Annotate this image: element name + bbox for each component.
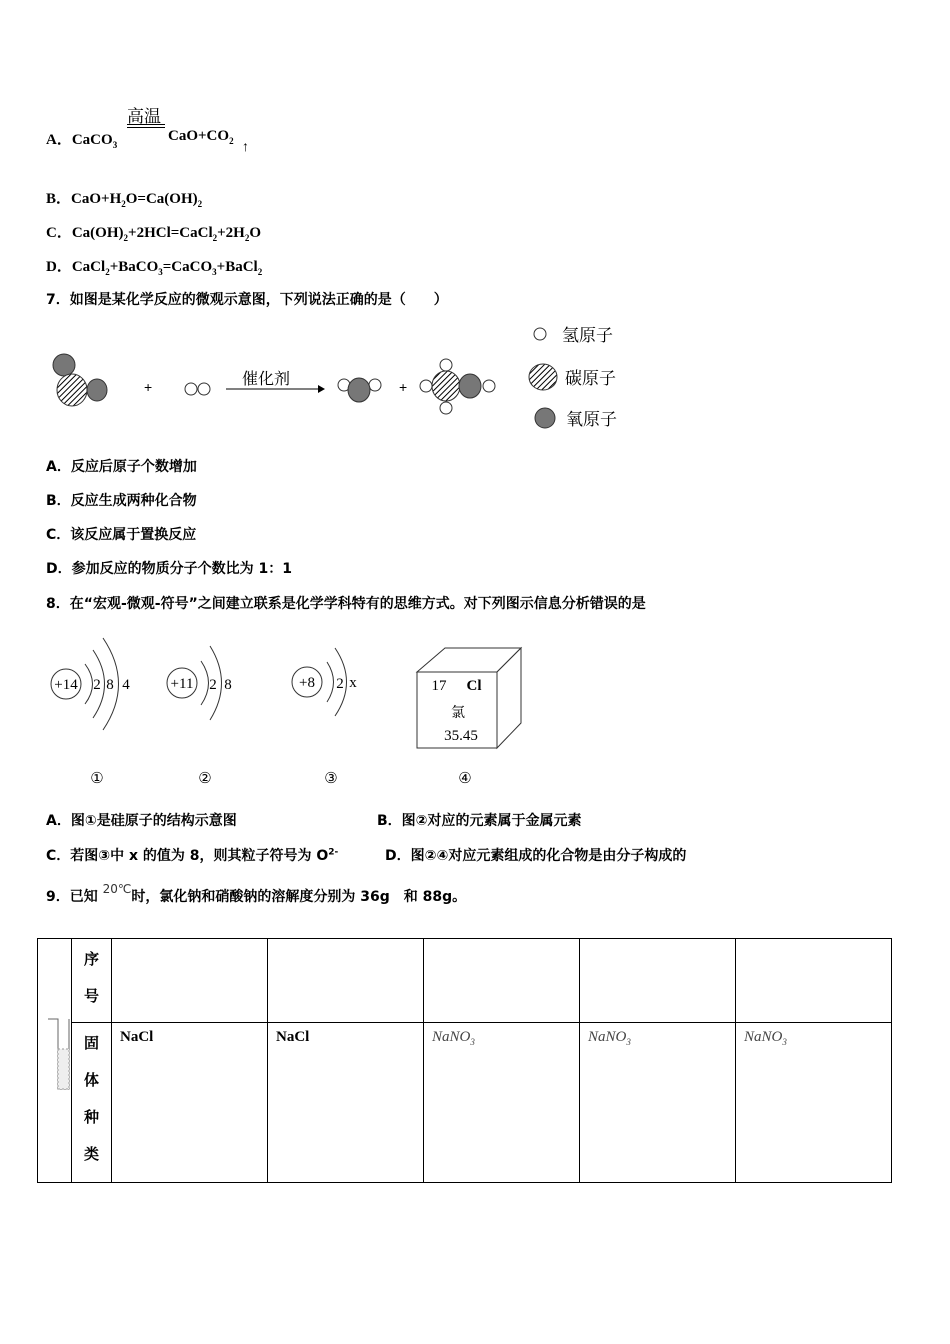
svg-text:2: 2 [209,677,217,693]
svg-text:2: 2 [93,677,101,693]
subscript: 3 [112,140,118,150]
q7-stem: 7．如图是某化学反应的微观示意图，下列说法正确的是（ ） [46,292,448,308]
svg-text:8: 8 [106,677,114,693]
subscript: 3 [158,267,163,277]
q6-option-c [46,221,261,243]
legend-hydrogen: 氢原子 [562,326,613,346]
carbon-atom-icon [529,364,557,390]
subscript: 2 [123,233,129,243]
atom-diagram-1 [51,638,130,787]
q6-option-b [46,187,202,209]
solid-cell: NaCl [268,1023,424,1183]
ch3oh-molecule-icon [420,359,495,414]
element-card-chlorine [417,648,521,787]
q7-option-b: B．反应生成两种化合物 [46,493,197,509]
q8-option-b: B．图②对应的元素属于金属元素 [377,813,582,829]
subscript: 2 [229,136,234,146]
q7-option-d: D．参加反应的物质分子个数比为 1：1 [46,561,292,577]
svg-text:x: x [349,675,357,691]
option-label: B． [46,191,72,207]
catalyst-label: 催化剂 [242,369,291,388]
svg-text:①: ① [90,771,104,787]
reaction-diagram [0,320,650,440]
svg-text:2: 2 [336,676,344,692]
formula: +BaCl [216,259,258,275]
svg-text:8: 8 [224,677,232,693]
q8-stem: 8．在“宏观-微观-符号”之间建立联系是化学学科特有的思维方式。对下列图示信息分析错误的是 [46,596,646,612]
q8-option-a: A．图①是硅原子的结构示意图 [46,813,237,829]
arrow-head-icon [318,385,325,393]
row-label-sequence: 序 号 [72,939,112,1023]
temperature: 20℃ [102,882,132,896]
q7-option-c: C．该反应属于置换反应 [46,527,197,543]
table-cell [736,939,892,1023]
gas-arrow-icon: ↑ [242,140,249,155]
h2o-molecule-icon [338,378,381,402]
svg-text:17: 17 [431,678,447,694]
subscript: 2 [212,233,218,243]
q8-option-c [46,845,338,865]
reaction-condition: 高温 [127,107,161,127]
table-row [38,939,892,1023]
equals-sign [127,124,165,128]
legend-carbon: 碳原子 [565,369,616,389]
solid-cell: NaNO$_3$ [736,1023,892,1183]
svg-text:氯: 氯 [451,705,465,721]
svg-text:Cl: Cl [466,678,482,694]
h2-molecule-icon [185,383,210,395]
stem-text: 时，氯化钠和硝酸钠的溶解度分别为 36g 和 88g。 [131,889,467,905]
formula: O=Ca(OH) [125,191,198,207]
formula: CaCl [71,259,106,275]
q8-option-d: D．图②④对应元素组成的化合物是由分子构成的 [385,848,687,864]
formula: CaO+CO [168,128,230,144]
table-row [38,1023,892,1183]
plus-sign: + [144,379,153,395]
option-text: C．若图③中 x 的值为 8，则其粒子符号为 O [46,848,329,864]
solid-cell: NaCl [112,1023,268,1183]
svg-text:③: ③ [324,771,338,787]
q6-option-d [46,255,262,277]
table-cell [580,939,736,1023]
svg-text:+11: +11 [170,676,194,692]
svg-text:+14: +14 [54,677,78,693]
plus-sign: + [399,379,408,395]
stem-text: 9．已知 [46,889,103,905]
solid-cell: NaNO$_3$ [580,1023,736,1183]
formula: CaCO [71,132,113,148]
q6-option-a-products [168,128,234,146]
hydrogen-atom-icon [534,328,546,340]
svg-text:35.45: 35.45 [444,728,478,744]
q6-option-a [46,128,117,150]
beaker-icon [38,939,71,1183]
subscript: 2 [197,199,203,209]
option-label: D． [46,259,72,275]
formula: CaO+H [71,191,122,207]
legend [529,326,617,430]
atom-structure-diagrams [0,620,560,790]
formula: +2HCl=CaCl [128,225,213,241]
experiment-table [37,938,892,1183]
subscript: 2 [121,199,126,209]
q9-stem [46,882,467,906]
svg-text:④: ④ [458,771,472,787]
svg-text:4: 4 [122,677,130,693]
option-label: A． [46,132,72,148]
option-label: C． [46,225,72,241]
solid-cell: NaNO$_3$ [424,1023,580,1183]
atom-diagram-2 [167,646,232,787]
superscript: 2- [328,847,339,858]
svg-text:+8: +8 [299,675,315,691]
co2-molecule-icon [53,354,107,406]
oxygen-atom-icon [535,408,555,428]
subscript: 2 [257,267,263,277]
formula: +2H [217,225,245,241]
subscript: 3 [212,267,217,277]
table-cell [112,939,268,1023]
subscript: 2 [105,267,110,277]
svg-text:②: ② [198,771,212,787]
row-label-solid-type: 固 体 种 类 [72,1023,112,1183]
legend-oxygen: 氧原子 [566,410,617,430]
atom-diagram-3 [292,648,357,787]
subscript: 2 [244,233,250,243]
formula: +BaCO [109,259,159,275]
q7-option-a: A．反应后原子个数增加 [46,459,197,475]
formula: O [249,225,262,241]
formula: Ca(OH) [71,225,124,241]
table-cell [268,939,424,1023]
beaker-cell [38,939,72,1183]
formula: =CaCO [162,259,213,275]
table-cell [424,939,580,1023]
